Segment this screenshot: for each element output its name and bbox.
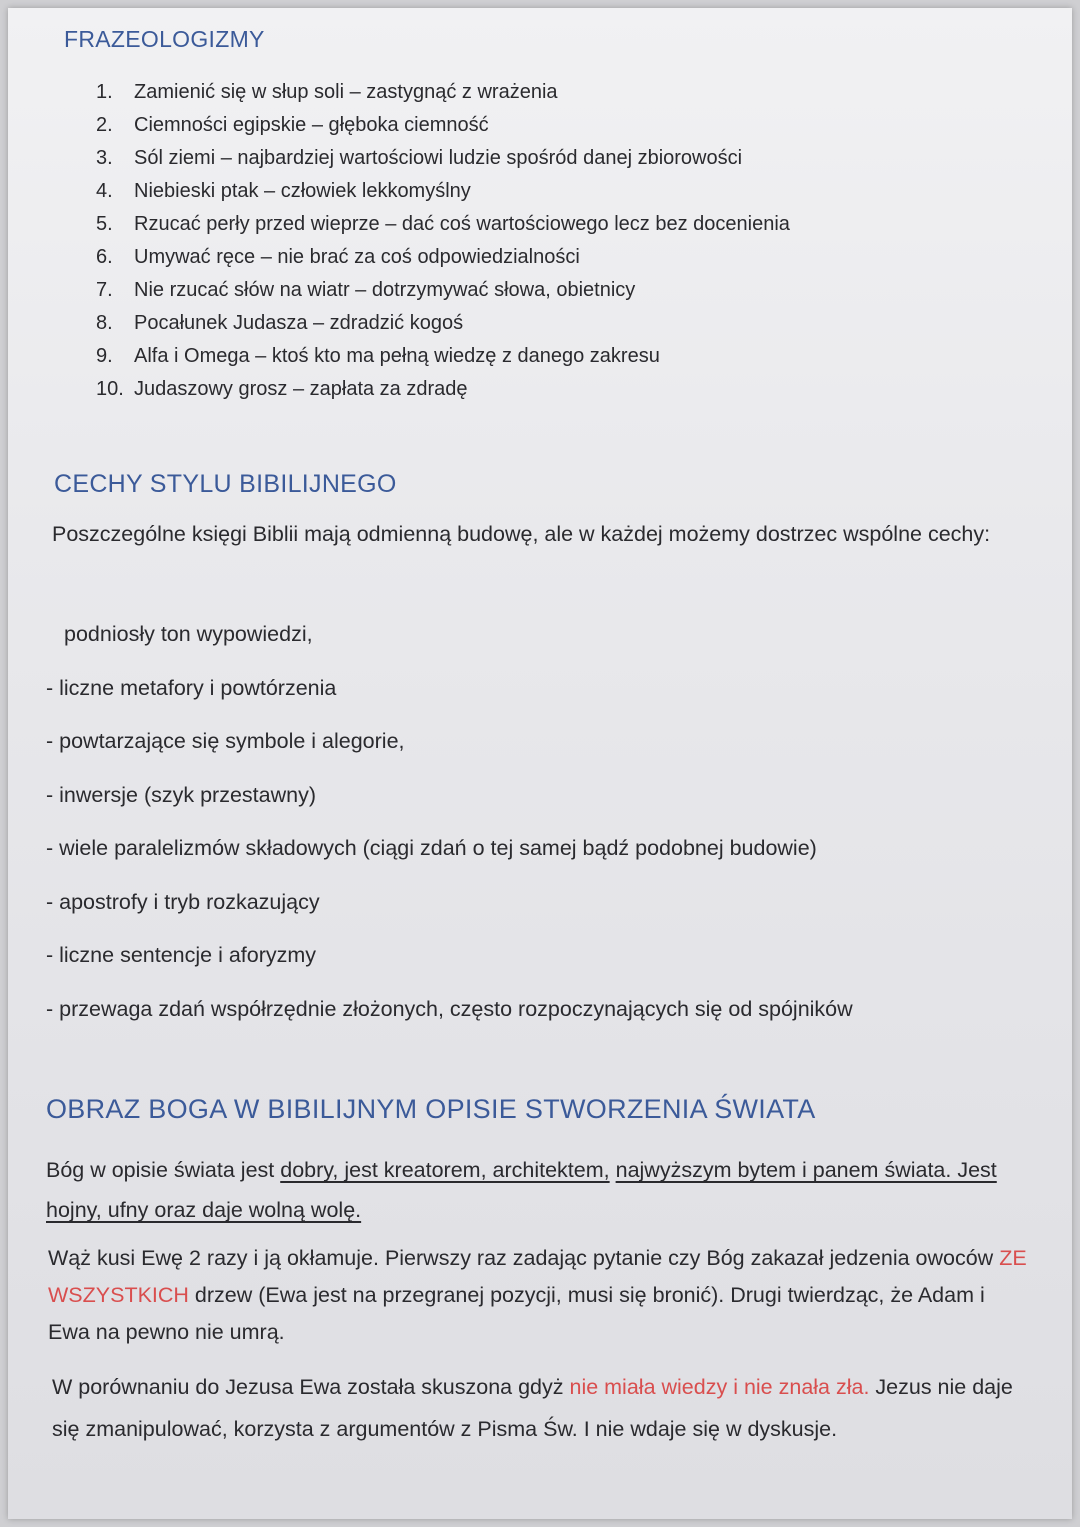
list-item [96,373,790,406]
paragraph-serpent [48,1240,1028,1351]
list-item: - wiele paralelizmów składowych (ciągi zdań o tej samej bądź podobnej budowie) [46,836,817,860]
underlined-text: najwyższym bytem i panem świata. Jest hojny, ufny oraz daje wolną wolę. [46,1158,997,1222]
text-run: drzew (Ewa jest na przegranej pozycji, musi się bronić). Drugi twierdząc, że Adam i Ewa na pewno nie umrą. [48,1283,985,1344]
text-run: Wąż kusi Ewę 2 razy i ją okłamuje. Pierwszy raz zadając pytanie czy Bóg zakazał jedzenia owoców [48,1246,1000,1270]
text-run: Jezus nie daje się zmanipulować, korzysta z argumentów z Pisma Św. I nie wdaje się w dyskusje. [52,1375,1013,1441]
list-item [96,109,790,142]
text-run: Bóg w opisie świata jest [46,1158,281,1182]
paragraph-comparison [52,1366,1037,1450]
item-text: Sól ziemi – najbardziej wartościowi ludzie spośród danej zbiorowości [134,147,743,169]
item-text: Alfa i Omega – ktoś kto ma pełną wiedzę z danego zakresu [134,345,660,367]
list-item: - apostrofy i tryb rozkazujący [46,889,320,914]
highlighted-text: nie miała wiedzy i nie znała zła. [569,1375,870,1399]
list-item [96,76,790,109]
phraseology-list [96,76,790,406]
paragraph-god-description [46,1150,1026,1230]
item-number: 7. [96,279,113,301]
list-item: - liczne metafory i powtórzenia [46,675,337,700]
item-text: Umywać ręce – nie brać za coś odpowiedzialności [134,246,580,268]
list-item [96,175,790,208]
item-text: Niebieski ptak – człowiek lekkomyślny [134,180,471,202]
style-features-list [46,608,853,1036]
item-number: 4. [96,180,113,202]
list-item [96,142,790,175]
underlined-text: dobry, jest kreatorem, architektem, [280,1158,610,1182]
item-text: Nie rzucać słów na wiatr – dotrzymywać słowa, obietnicy [134,279,636,301]
highlighted-text: ZE WSZYSTKICH [48,1246,1027,1307]
item-number: 1. [96,81,113,103]
list-item: - liczne sentencje i aforyzmy [46,943,317,967]
cechy-intro: Poszczególne księgi Biblii mają odmienną budowę, ale w każdej możemy dostrzec wspólne cechy: [52,522,991,546]
section-title-obraz: OBRAZ BOGA W BIBILIJNYM OPISIE STWORZENIA ŚWIATA [46,1094,816,1124]
list-item: - przewaga zdań współrzędnie złożonych, często rozpoczynających się od spójników [46,996,853,1021]
notebook-page [8,8,1072,1519]
text-run: W porównaniu do Jezusa Ewa została skuszona gdyż [52,1375,570,1399]
section-title-frazeologizmy: FRAZEOLOGIZMY [64,26,265,52]
item-text: Ciemności egipskie – głęboka ciemność [134,114,489,136]
item-number: 5. [96,213,113,235]
item-text: Zamienić się w słup soli – zastygnąć z wrażenia [134,81,558,103]
list-item [96,241,790,274]
list-item: - inwersje (szyk przestawny) [46,782,316,807]
list-item [96,340,790,373]
item-text: podniosły ton wypowiedzi, [64,622,313,646]
list-item [96,274,790,307]
item-text: Judaszowy grosz – zapłata za zdradę [134,378,468,400]
item-number: 9. [96,345,113,367]
list-item: - powtarzające się symbole i alegorie, [46,729,405,753]
list-item [96,307,790,340]
list-item [96,208,790,241]
list-item [46,608,853,662]
item-text: Rzucać perły przed wieprze – dać coś wartościowego lecz bez docenienia [134,213,790,235]
item-number: 6. [96,246,113,268]
item-number: 10. [96,378,124,400]
item-number: 3. [96,147,113,169]
section-title-cechy: CECHY STYLU BIBILIJNEGO [54,470,397,498]
item-text: Pocałunek Judasza – zdradzić kogoś [134,312,464,334]
item-number: 8. [96,312,113,334]
item-number: 2. [96,114,113,136]
